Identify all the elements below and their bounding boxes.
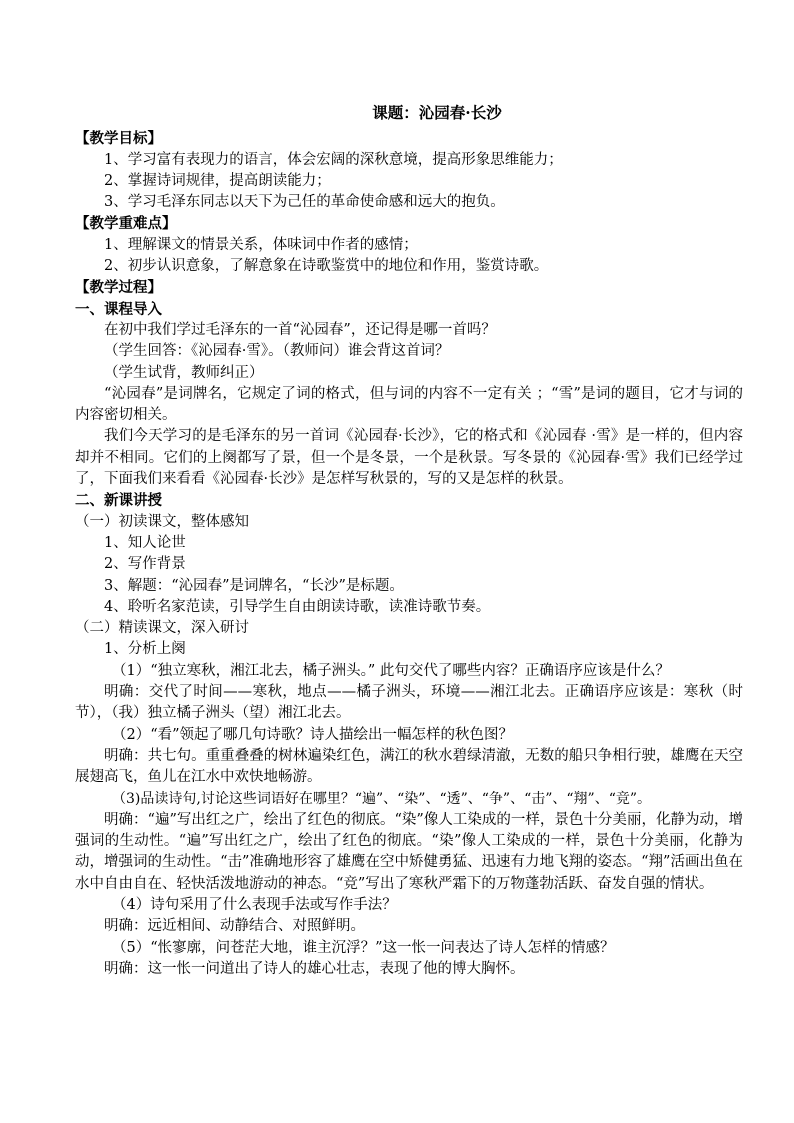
section-heading-keypoints: 【教学重难点】 [75,215,177,233]
question: （2）“看”领起了哪几句诗歌？诗人描绘出一幅怎样的秋色图？ [112,726,514,743]
section-heading-process: 【教学过程】 [75,279,162,297]
question: （3)品读诗句,讨论这些词语好在哪里？“遍”、“染”、“透”、“争”、“击”、“翔”、“竞”。 [112,790,652,807]
goal-item: 1、学习富有表现力的语言，体会宏阔的深秋意境，提高形象思维能力； [104,151,563,168]
part-heading: （一）初读课文，整体感知 [75,513,249,530]
intro-line: 在初中我们学过毛泽东的一首“沁园春”，还记得是哪一首吗？ [104,321,496,338]
question: （4）诗句采用了什么表现手法或写作手法？ [112,896,397,913]
keypoint-item: 1、理解课文的情景关系，体味词中作者的感情； [104,236,418,253]
section-heading-goals: 【教学目标】 [75,130,162,148]
document-title: 课题：沁园春·长沙 [372,103,502,122]
analysis-subheading: 1、分析上阕 [104,641,186,658]
answer: 明确：共七句。重重叠叠的树林遍染红色，满江的秋水碧绿清澈，无数的船只争相行驶，雄鹰在天空展翅高飞，鱼儿在江水中欢快地畅游。 [75,747,743,786]
intro-paragraph: “沁园春”是词牌名，它规定了词的格式，但与词的内容不一定有关 ；“雪”是词的题目，它才与词的内容密切相关。 [75,385,743,424]
answer: 明确：这一怅一问道出了诗人的雄心壮志，表现了他的博大胸怀。 [104,960,525,977]
goal-item: 2、掌握诗词规律，提高朗读能力； [104,172,331,189]
answer: 明确：交代了时间——寒秋，地点——橘子洲头，环境——湘江北去。正确语序应该是：寒秋（时节），（我）独立橘子洲头（望）湘江北去。 [75,684,743,722]
intro-line: （学生试背，教师纠正） [104,364,264,381]
intro-line: （学生回答：《沁园春·雪》。（教师问）谁会背这首词？ [104,343,450,360]
part-item: 4、聆听名家范读，引导学生自由朗读诗歌，读准诗歌节奏。 [104,598,491,615]
question: （5）“怅寥廓，问苍茫大地，谁主沉浮？”这一怅一问表达了诗人怎样的情感？ [112,939,615,956]
intro-paragraph: 我们今天学习的是毛泽东的另一首词《沁园春·长沙》，它的格式和《沁园春 ·雪》是一样的，但内容却并不相同。它们的上阕都写了景，但一个是冬景，一个是秋景。写冬景的《沁园春·雪》我们已经学过了，下面我们来看看《沁园春·长沙》是怎样写秋景的，写的又是怎样的秋景。 [75,428,743,488]
answer: 明确：“遍”写出红之广，绘出了红色的彻底。“染”像人工染成的一样，景色十分美丽，化静为动，增强词的生动性。“遍”写出红之广，绘出了红色的彻底。“染”像人工染成的一样，景色十分美丽，化静为动，增强词的生动性。“击”准确地形容了雄鹰在空中矫健勇猛、迅速有力地飞翔的姿态。“翔”活画出鱼在水中自由自在、轻快活泼地游动的神态。“竞”写出了寒秋严霜下的万物蓬勃活跃、奋发自强的情状。 [75,811,743,892]
answer: 明确：远近相间、动静结合、对照鲜明。 [104,918,365,935]
document-page [75,102,743,980]
subsection-heading-lecture: 二、新课讲授 [75,492,162,510]
goal-item: 3、学习毛泽东同志以天下为己任的革命使命感和远大的抱负。 [104,194,505,211]
question: （1）“独立寒秋，湘江北去，橘子洲头。” 此句交代了哪些内容？正确语序应该是什么？ [112,662,670,679]
part-item: 2、写作背景 [104,556,186,573]
subsection-heading-intro: 一、课程导入 [75,300,162,318]
part-heading: （二）精读课文，深入研讨 [75,620,249,637]
part-item: 3、解题：“沁园春”是词牌名，“长沙”是标题。 [104,577,404,594]
part-item: 1、知人论世 [104,534,186,551]
keypoint-item: 2、初步认识意象，了解意象在诗歌鉴赏中的地位和作用，鉴赏诗歌。 [104,258,549,275]
